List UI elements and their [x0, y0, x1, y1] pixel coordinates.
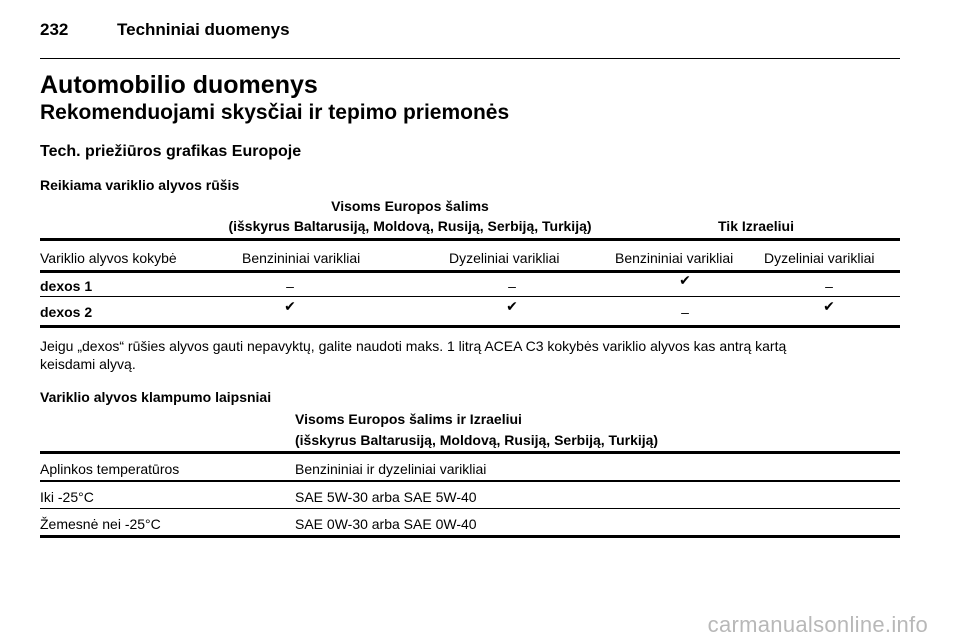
table2-row-divider [40, 508, 900, 509]
check-icon: ✔ [284, 299, 296, 315]
table-cell: – [825, 278, 833, 294]
table1-col-header: Benzininiai varikliai [242, 250, 361, 266]
table-cell: – [508, 278, 516, 294]
table-cell: SAE 5W-30 arba SAE 5W-40 [295, 489, 477, 505]
subsection-title: Rekomenduojami skysčiai ir tepimo priemonės [40, 101, 510, 124]
table2-rule-top [40, 451, 900, 454]
table2-col-header: Aplinkos temperatūros [40, 461, 180, 477]
table1-rule-header [40, 270, 900, 273]
table1-col-header: Variklio alyvos kokybė [40, 250, 177, 266]
chapter-title: Techniniai duomenys [117, 20, 290, 39]
table1-col-header: Dyzeliniai varikliai [449, 250, 560, 266]
table2-col-header: Benzininiai ir dyzeliniai varikliai [295, 461, 487, 477]
table-cell: Žemesnė nei -25°C [40, 516, 161, 532]
table-cell: – [681, 304, 689, 320]
page-number: 232 [40, 20, 69, 39]
note-paragraph-line: Jeigu „dexos“ rūšies alyvos gauti nepavyktų, galite naudoti maks. 1 litrą ACEA C3 kokybės variklio alyvos kas antrą kartą [40, 338, 787, 354]
section-title: Automobilio duomenys [40, 71, 318, 99]
table1-caption: Reikiama variklio alyvos rūšis [40, 177, 240, 193]
table2-rule-header [40, 480, 900, 482]
table2-group-header-line1: Visoms Europos šalims ir Izraeliui [295, 411, 522, 427]
table1-col-header: Dyzeliniai varikliai [764, 250, 875, 266]
table2-caption: Variklio alyvos klampumo laipsniai [40, 389, 272, 405]
table1-rule-top [40, 238, 900, 241]
table1-group-header-israel: Tik Izraeliui [718, 218, 794, 234]
table1-group-header-europe-line1: Visoms Europos šalims [331, 198, 489, 214]
check-icon: ✔ [823, 299, 835, 315]
watermark: carmanualsonline.info [707, 612, 928, 637]
check-icon: ✔ [679, 273, 691, 289]
note-paragraph-line: keisdami alyvą. [40, 356, 136, 372]
table2-rule-bottom [40, 535, 900, 538]
table1-row-divider [40, 296, 900, 297]
header-rule [40, 58, 900, 59]
table1-group-header-europe-line2: (išskyrus Baltarusiją, Moldovą, Rusiją, Serbiją, Turkiją) [228, 218, 592, 234]
table1-col-header: Benzininiai varikliai [615, 250, 734, 266]
subheading: Tech. priežiūros grafikas Europoje [40, 143, 302, 160]
table-cell: SAE 0W-30 arba SAE 0W-40 [295, 516, 477, 532]
table1-rule-bottom [40, 325, 900, 328]
table-cell: Iki -25°C [40, 489, 94, 505]
check-icon: ✔ [506, 299, 518, 315]
table-row-label: dexos 1 [40, 278, 93, 294]
table-row-label: dexos 2 [40, 304, 93, 320]
table2-group-header-line2: (išskyrus Baltarusiją, Moldovą, Rusiją, Serbiją, Turkiją) [295, 432, 659, 448]
table-cell: – [286, 278, 294, 294]
